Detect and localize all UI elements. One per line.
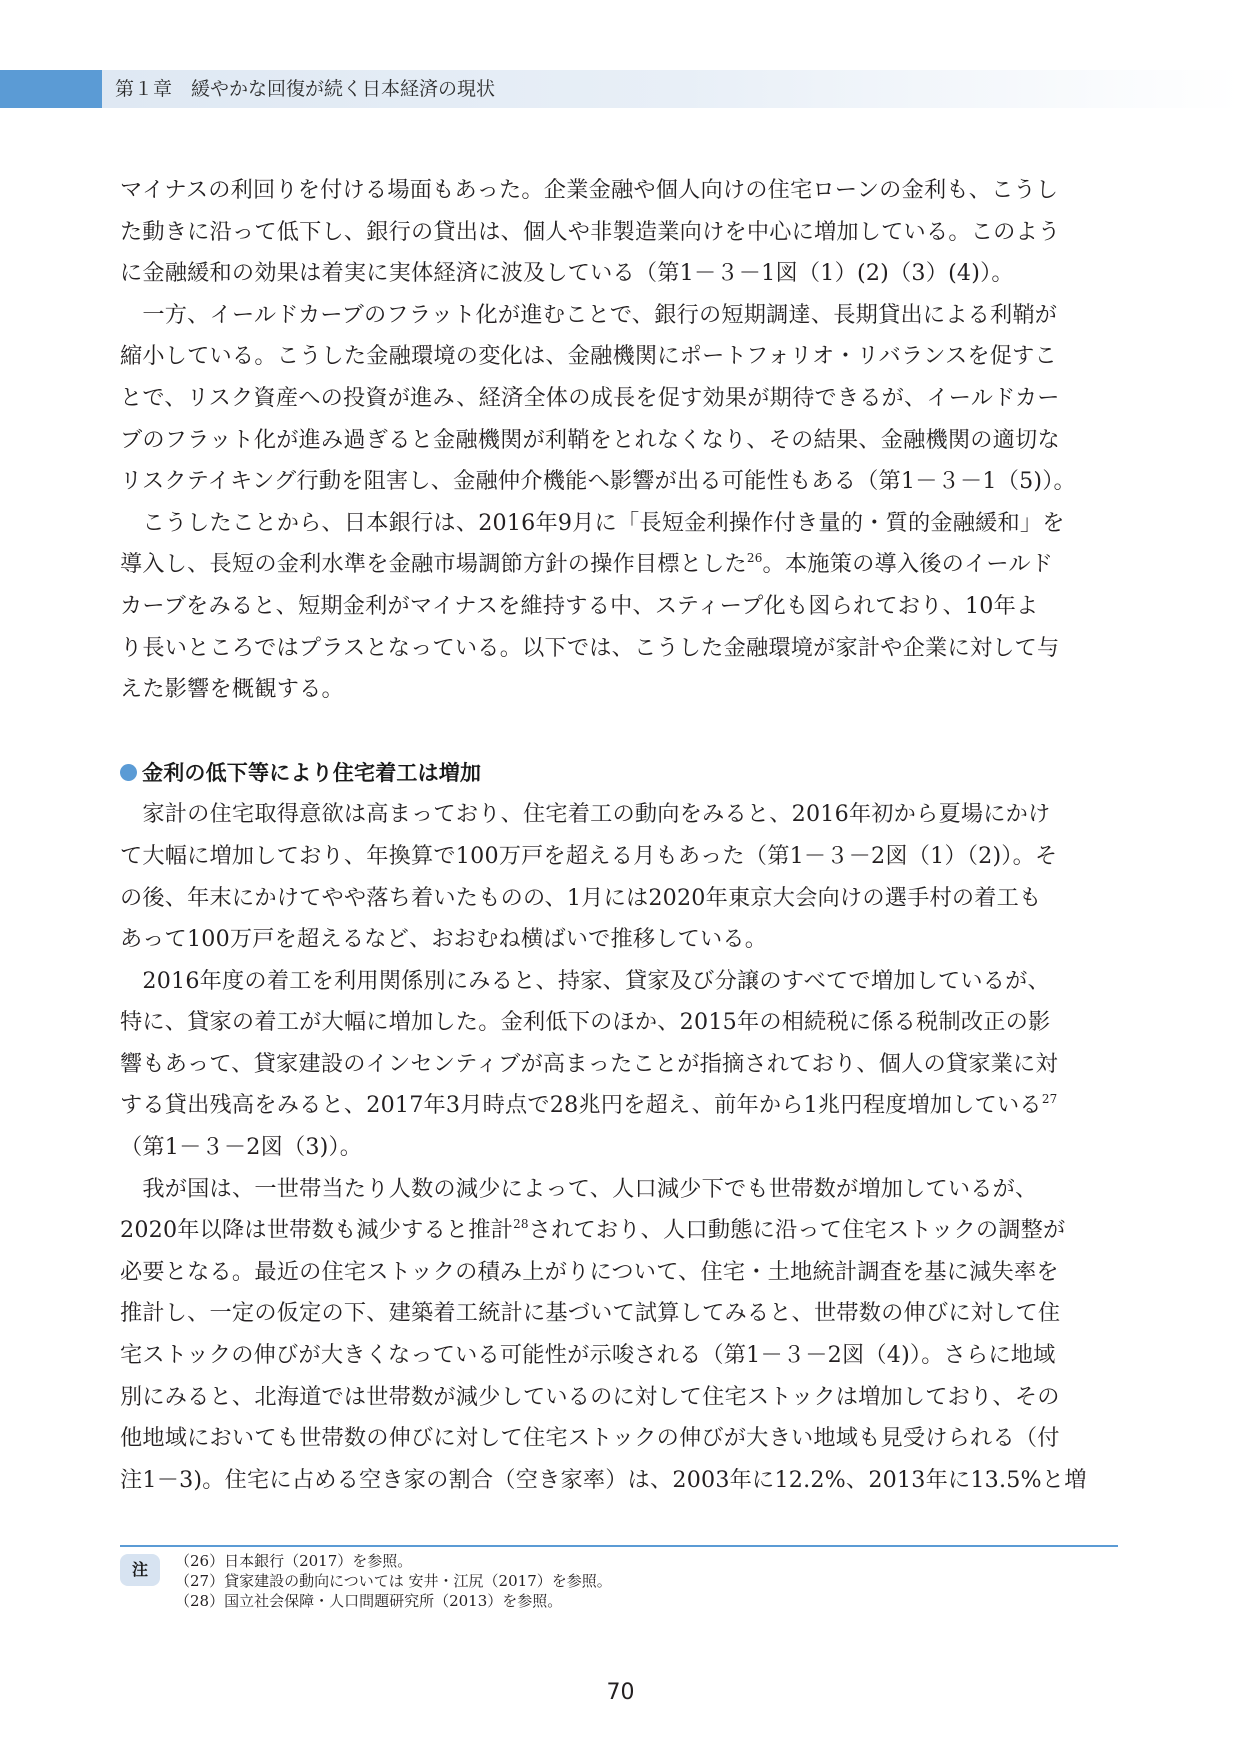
text-line: えた影響を概観する。 (120, 676, 344, 703)
text-line: た動きに沿って低下し、銀行の貸出は、個人や非製造業向けを中心に増加している。このよう (120, 218, 1061, 245)
text-line: リスクテイキング行動を阻害し、金融仲介機能へ影響が出る可能性もある（第1－３－1（5)）。 (120, 468, 1076, 495)
text-line: 響もあって、貸家建設のインセンティブが高まったことが指摘されており、個人の貸家業に対 (120, 1050, 1058, 1077)
text-line: こうしたことから、日本銀行は、2016年9月に「長短金利操作付き量的・質的金融緩和」を (142, 509, 1065, 536)
text-line: マイナスの利回りを付ける場面もあった。企業金融や個人向けの住宅ローンの金利も、こうし (120, 177, 1059, 203)
text-line: 特に、貸家の着工が大幅に増加した。金利低下のほか、2015年の相続税に係る税制改正の影 (120, 1009, 1051, 1036)
footnote-26: （26）日本銀行（2017）を参照。 (175, 1552, 413, 1570)
text-line: 推計し、一定の仮定の下、建築着工統計に基づいて試算してみると、世帯数の伸びに対して住 (120, 1300, 1061, 1327)
text-line: する貸出残高をみると、2017年3月時点で28兆円を超え、前年から1兆円程度増加している$^{27}$ (120, 1092, 1058, 1119)
footnote-27: （27）貸家建設の動向については 安井・江尻（2017）を参照。 (175, 1572, 612, 1590)
footnote-divider (120, 1545, 1118, 1547)
text-line: て大幅に増加しており、年換算で100万戸を超える月もあった（第1－３－2図（1）（2)）。そ (120, 842, 1058, 869)
chapter-header-tab (0, 70, 102, 108)
text-line: ブのフラット化が進み過ぎると金融機関が利鞘をとれなくなり、その結果、金融機関の適切な (120, 426, 1060, 453)
text-line: （第1－３－2図（3)）。 (120, 1134, 363, 1161)
page-number: 70 (606, 1680, 635, 1705)
text-line: 2020年以降は世帯数も減少すると推計$^{28}$されており、人口動態に沿って住宅ストックの調整が (120, 1217, 1066, 1244)
footnotes (175, 1551, 612, 1611)
text-line: 我が国は、一世帯当たり人数の減少によって、人口減少下でも世帯数が増加しているが、 (142, 1175, 1038, 1202)
text-line: あって100万戸を超えるなど、おおむね横ばいで推移している。 (120, 926, 768, 953)
text-line: 注1－3)。住宅に占める空き家の割合（空き家率）は、2003年に12.2%、2013年に13.5%と増 (120, 1466, 1087, 1493)
text-line: 宅ストックの伸びが大きくなっている可能性が示唆される（第1－３－2図（4)）。さらに地域 (120, 1342, 1056, 1369)
text-line: 縮小している。こうした金融環境の変化は、金融機関にポートフォリオ・リバランスを促すこ (120, 343, 1057, 370)
footnote-ref-26: 26 (746, 551, 763, 566)
text-line: 2016年度の着工を利用関係別にみると、持家、貸家及び分譲のすべてで増加しているが、 (142, 967, 1050, 994)
bullet-icon (120, 764, 137, 781)
text-line: 家計の住宅取得意欲は高まっており、住宅着工の動向をみると、2016年初から夏場にかけ (142, 801, 1051, 828)
body-text (120, 170, 1118, 1501)
text-line: とで、リスク資産への投資が進み、経済全体の成長を促す効果が期待できるが、イールドカー (120, 384, 1060, 411)
text-line: 一方、イールドカーブのフラット化が進むことで、銀行の短期調達、長期貸出による利鞘が (142, 301, 1058, 328)
footnote-badge: 注 (120, 1554, 160, 1586)
text-line: 他地域においても世帯数の伸びに対して住宅ストックの伸びが大きい地域も見受けられる（付 (120, 1425, 1060, 1452)
footnote-28: （28）国立社会保障・人口問題研究所（2013）を参照。 (175, 1592, 563, 1610)
text-line: の後、年末にかけてやや落ち着いたものの、1月には2020年東京大会向けの選手村の着工も (120, 884, 1042, 911)
section-heading: 金利の低下等により住宅着工は増加 (120, 753, 1118, 795)
text-line: 必要となる。最近の住宅ストックの積み上がりについて、住宅・土地統計調査を基に減失率を (120, 1258, 1059, 1285)
text-line: 導入し、長短の金利水準を金融市場調節方針の操作目標とした$^{26}$。本施策の導入後のイールド (120, 551, 1054, 578)
text-line: 別にみると、北海道では世帯数が減少しているのに対して住宅ストックは増加しており、その (120, 1383, 1060, 1410)
chapter-title: 第１章 緩やかな回復が続く日本経済の現状 (115, 78, 496, 100)
text-line: に金融緩和の効果は着実に実体経済に波及している（第1－３－1図（1）(2)（3）(4)）。 (120, 260, 1014, 287)
footnote-ref-27: 27 (1041, 1092, 1058, 1107)
footnote-ref-28: 28 (513, 1217, 529, 1232)
text-line: カーブをみると、短期金利がマイナスを維持する中、スティープ化も図られており、10年よ (120, 592, 1039, 619)
text-line: り長いところではプラスとなっている。以下では、こうした金融環境が家計や企業に対して与 (120, 634, 1060, 661)
